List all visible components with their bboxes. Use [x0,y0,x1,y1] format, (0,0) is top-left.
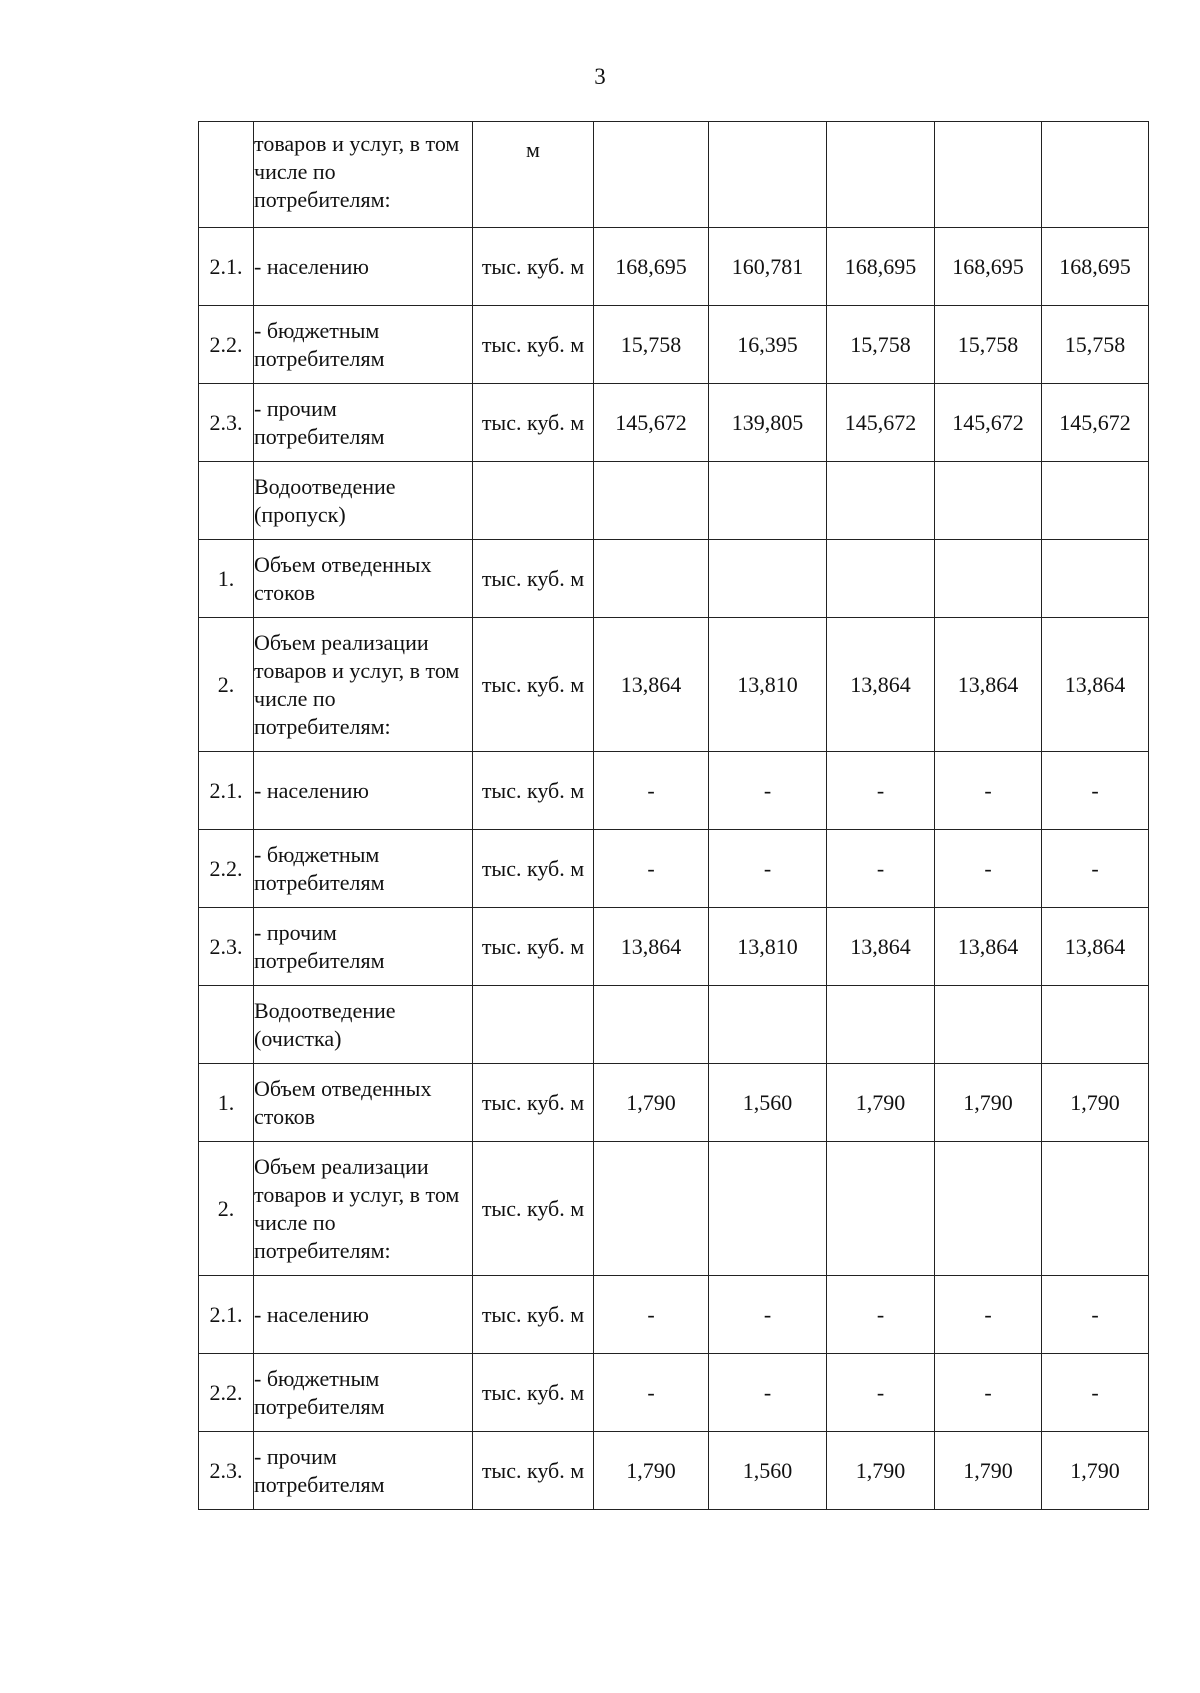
value-cell: 145,672 [935,384,1042,462]
value-cell [709,1142,827,1276]
value-cell [935,122,1042,228]
table-row [199,618,1149,752]
row-name-cell: - населению [254,752,473,830]
row-name-cell: - бюджетным потребителям [254,306,473,384]
value-cell: - [709,752,827,830]
table-row [199,1354,1149,1432]
value-cell: - [594,1354,709,1432]
value-cell: 1,790 [594,1064,709,1142]
value-cell: 13,864 [935,618,1042,752]
data-table [198,121,1149,1510]
value-cell [827,122,935,228]
row-number-cell [199,122,254,228]
table-row [199,908,1149,986]
value-cell: 1,560 [709,1432,827,1510]
row-number-cell: 2.3. [199,908,254,986]
table-row [199,1276,1149,1354]
value-cell [594,540,709,618]
row-unit-cell: тыс. куб. м [473,618,594,752]
value-cell: 13,864 [594,908,709,986]
value-cell: 145,672 [827,384,935,462]
value-cell: 160,781 [709,228,827,306]
value-cell: 13,864 [594,618,709,752]
row-number-cell: 1. [199,540,254,618]
table-row [199,1064,1149,1142]
value-cell [827,462,935,540]
row-name-cell: - населению [254,228,473,306]
row-unit-cell: тыс. куб. м [473,1432,594,1510]
value-cell: - [709,830,827,908]
row-name-cell: товаров и услуг, в том числе по потребителям: [254,122,473,228]
value-cell: - [827,752,935,830]
value-cell: - [1042,1276,1149,1354]
row-unit-cell: тыс. куб. м [473,752,594,830]
value-cell: 13,864 [827,908,935,986]
value-cell: 168,695 [935,228,1042,306]
row-unit-cell: тыс. куб. м [473,1064,594,1142]
value-cell: - [1042,1354,1149,1432]
value-cell [1042,540,1149,618]
value-cell: 13,864 [827,618,935,752]
value-cell: - [594,830,709,908]
row-unit-cell: тыс. куб. м [473,830,594,908]
table-row [199,1142,1149,1276]
value-cell [1042,122,1149,228]
row-unit-cell: тыс. куб. м [473,908,594,986]
row-number-cell: 2. [199,618,254,752]
row-unit-cell: тыс. куб. м [473,306,594,384]
value-cell: 145,672 [1042,384,1149,462]
value-cell: 15,758 [935,306,1042,384]
page-number: 3 [594,64,606,89]
row-name-cell: - бюджетным потребителям [254,830,473,908]
value-cell [1042,986,1149,1064]
section-title-cell: Водоотведение (пропуск) [254,462,473,540]
value-cell [709,122,827,228]
section-header-row [199,986,1149,1064]
table-row [199,540,1149,618]
row-number-cell: 2.2. [199,1354,254,1432]
row-number-cell [199,462,254,540]
value-cell: - [709,1276,827,1354]
value-cell [935,462,1042,540]
value-cell: - [935,1276,1042,1354]
row-name-cell: - прочим потребителям [254,908,473,986]
value-cell: 13,864 [935,908,1042,986]
row-number-cell: 2.1. [199,752,254,830]
row-unit-cell [473,986,594,1064]
value-cell: - [935,1354,1042,1432]
table-row [199,228,1149,306]
table-row [199,306,1149,384]
value-cell: 1,790 [935,1432,1042,1510]
value-cell [709,462,827,540]
row-name-cell: Объем реализации товаров и услуг, в том числе по потребителям: [254,618,473,752]
row-name-cell: Объем отведенных стоков [254,1064,473,1142]
section-title-cell: Водоотведение (очистка) [254,986,473,1064]
row-name-cell: - прочим потребителям [254,1432,473,1510]
value-cell [1042,1142,1149,1276]
value-cell: - [1042,752,1149,830]
row-number-cell: 2.2. [199,306,254,384]
row-number-cell: 2.3. [199,1432,254,1510]
value-cell [935,1142,1042,1276]
value-cell [594,986,709,1064]
value-cell [935,986,1042,1064]
value-cell: 15,758 [827,306,935,384]
row-number-cell [199,986,254,1064]
value-cell: 168,695 [1042,228,1149,306]
value-cell: - [935,752,1042,830]
value-cell: 168,695 [594,228,709,306]
row-name-cell: Объем реализации товаров и услуг, в том числе по потребителям: [254,1142,473,1276]
value-cell [1042,462,1149,540]
row-name-cell: - прочим потребителям [254,384,473,462]
value-cell: 1,790 [827,1432,935,1510]
table-row [199,1432,1149,1510]
row-number-cell: 2.1. [199,228,254,306]
value-cell: 1,790 [1042,1432,1149,1510]
value-cell: 139,805 [709,384,827,462]
value-cell [827,540,935,618]
row-unit-cell: тыс. куб. м [473,384,594,462]
row-name-cell: Объем отведенных стоков [254,540,473,618]
value-cell: 13,864 [1042,618,1149,752]
value-cell: 1,560 [709,1064,827,1142]
row-unit-cell: тыс. куб. м [473,540,594,618]
row-unit-cell: тыс. куб. м [473,1354,594,1432]
row-name-cell: - населению [254,1276,473,1354]
value-cell [594,462,709,540]
value-cell [594,122,709,228]
row-number-cell: 2.3. [199,384,254,462]
value-cell: 13,810 [709,618,827,752]
row-number-cell: 2.2. [199,830,254,908]
value-cell: - [594,1276,709,1354]
value-cell: 13,864 [1042,908,1149,986]
value-cell: 1,790 [935,1064,1042,1142]
table-row [199,752,1149,830]
row-number-cell: 1. [199,1064,254,1142]
row-number-cell: 2. [199,1142,254,1276]
table-row [199,830,1149,908]
section-header-row [199,462,1149,540]
value-cell: 1,790 [594,1432,709,1510]
row-number-cell: 2.1. [199,1276,254,1354]
value-cell: 15,758 [1042,306,1149,384]
value-cell: - [594,752,709,830]
value-cell: - [827,1276,935,1354]
value-cell [709,540,827,618]
value-cell: - [709,1354,827,1432]
value-cell: 16,395 [709,306,827,384]
value-cell: 13,810 [709,908,827,986]
value-cell: 1,790 [827,1064,935,1142]
row-unit-cell [473,462,594,540]
row-unit-cell: тыс. куб. м [473,1276,594,1354]
value-cell [935,540,1042,618]
value-cell [594,1142,709,1276]
value-cell: - [827,830,935,908]
value-cell: 145,672 [594,384,709,462]
table-row [199,122,1149,228]
value-cell [827,1142,935,1276]
row-name-cell: - бюджетным потребителям [254,1354,473,1432]
value-cell: - [1042,830,1149,908]
row-unit-cell: тыс. куб. м [473,228,594,306]
value-cell: 15,758 [594,306,709,384]
value-cell: - [935,830,1042,908]
row-unit-cell: тыс. куб. м [473,1142,594,1276]
row-unit-cell: м [473,122,594,228]
table-row [199,384,1149,462]
value-cell: 168,695 [827,228,935,306]
value-cell: 1,790 [1042,1064,1149,1142]
value-cell [709,986,827,1064]
value-cell [827,986,935,1064]
value-cell: - [827,1354,935,1432]
